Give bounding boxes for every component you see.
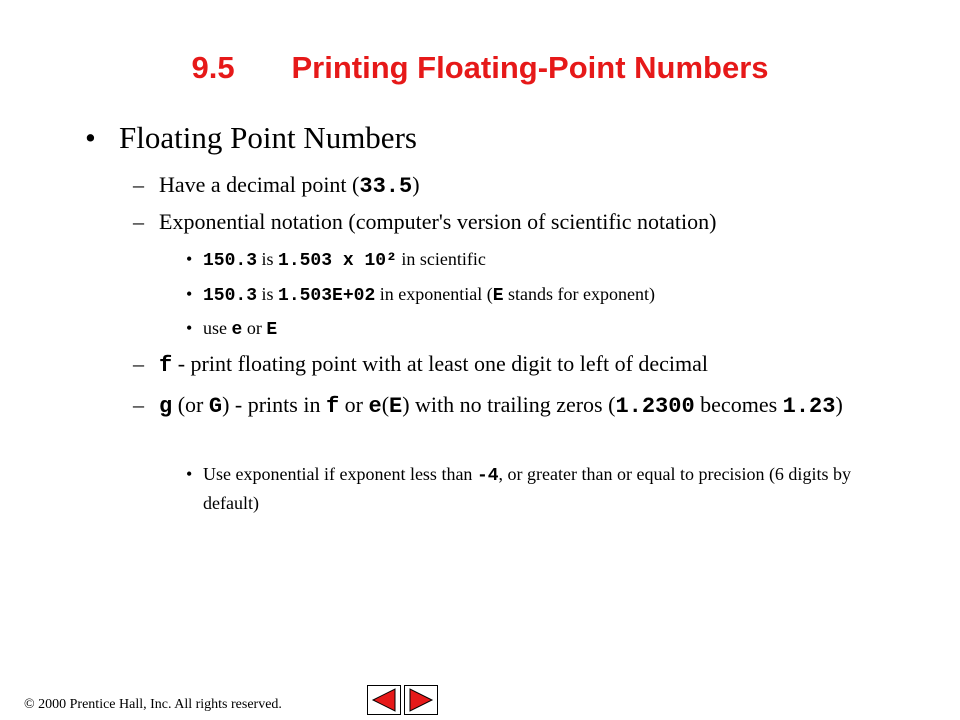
copyright-footer: © 2000 Prentice Hall, Inc. All rights reserved. xyxy=(24,697,282,712)
dash-marker: – xyxy=(133,392,144,417)
bullet-floating-point-numbers: • Floating Point Numbers xyxy=(85,120,417,155)
dash-marker: – xyxy=(133,172,144,197)
bullet-dot: • xyxy=(186,464,193,484)
previous-slide-button[interactable] xyxy=(367,685,401,715)
bullet-dot: • xyxy=(186,318,193,338)
item-g-specifier: – g (or G) - prints in f or e(E) with no trailing zeros (1.2300 becomes 1.23) xyxy=(133,392,843,419)
section-number: 9.5 xyxy=(191,50,235,85)
title-text: Printing Floating-Point Numbers xyxy=(291,50,769,85)
bullet-dot: • xyxy=(186,284,193,304)
sub-item-exponential-rule: • Use exponential if exponent less than -4, or greater than or equal to precision (6 digits by default) xyxy=(186,461,893,517)
bullet-dot: • xyxy=(186,249,193,269)
item-exponential-notation: – Exponential notation (computer's version of scientific notation) xyxy=(133,209,717,234)
sub-item-use-e: • use e or E xyxy=(186,318,278,340)
sub-item-exponential: • 150.3 is 1.503E+02 in exponential (E stands for exponent) xyxy=(186,284,655,306)
dash-marker: – xyxy=(133,209,144,234)
bullet-dot: • xyxy=(85,120,96,155)
sub-item-scientific: • 150.3 is 1.503 x 10² in scientific xyxy=(186,249,486,271)
item-decimal-point: – Have a decimal point (33.5) xyxy=(133,172,420,199)
next-slide-button[interactable] xyxy=(404,685,438,715)
copyright-symbol: © xyxy=(24,697,35,712)
slide-title xyxy=(0,50,960,86)
item-f-specifier: – f - print floating point with at least one digit to left of decimal xyxy=(133,351,709,378)
dash-marker: – xyxy=(133,351,144,376)
